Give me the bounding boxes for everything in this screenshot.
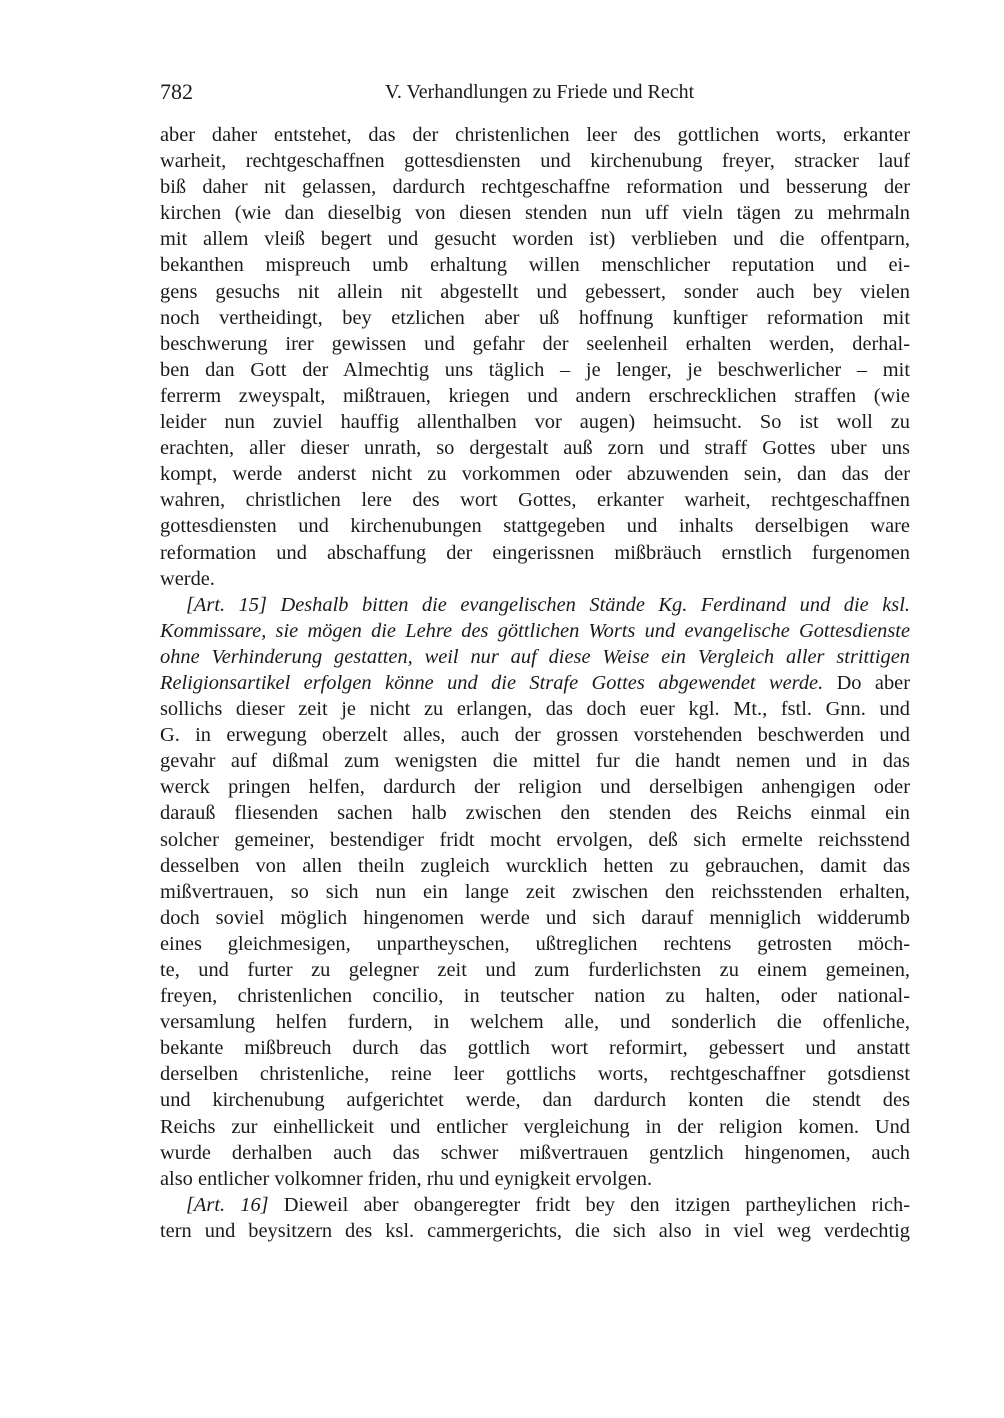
text-segment: gevahr auf dißmal zum wenigsten die mittel fur die handt nemen und in das — [160, 750, 910, 773]
text-segment: werde. — [160, 567, 215, 590]
text-line — [160, 305, 910, 331]
text-line — [160, 540, 910, 566]
text-line — [160, 226, 910, 252]
text-line — [160, 279, 910, 305]
text-line — [160, 800, 910, 826]
text-line — [160, 670, 910, 696]
text-segment: wahren, christlichen lere des wort Gottes, erkanter warheit, rechtgeschaffnen — [160, 489, 910, 512]
text-line — [160, 1035, 910, 1061]
text-segment: warheit, rechtgeschaffnen gottesdiensten und kirchenubung freyer, stracker lauf — [160, 150, 910, 173]
text-line — [160, 1140, 910, 1166]
text-line — [160, 357, 910, 383]
text-segment: tern und beysitzern des ksl. cammergerichts, die sich also in viel weg verdechtig — [160, 1219, 910, 1242]
text-line — [160, 827, 910, 853]
text-line — [160, 905, 910, 931]
body-text — [160, 122, 910, 1244]
text-line — [160, 122, 910, 148]
text-segment: Do aber — [823, 671, 910, 694]
text-segment: beschwerung irer gewissen und gefahr der seelenheil erhalten werden, derhal- — [160, 332, 910, 355]
text-line — [160, 487, 910, 513]
text-line — [160, 566, 910, 592]
text-line — [160, 931, 910, 957]
text-line — [160, 331, 910, 357]
text-segment: doch soviel möglich hingenomen werde und sich darauf menniglich widderumb — [160, 906, 910, 929]
text-line — [160, 435, 910, 461]
text-segment: wurde derhalben auch das schwer mißvertrauen gentzlich hingenomen, auch — [160, 1141, 910, 1164]
text-line — [160, 592, 910, 618]
text-line — [160, 853, 910, 879]
text-segment: eines gleichmesigen, unpartheyschen, ußtreglichen rechtens getrosten möch- — [160, 932, 910, 955]
text-segment: Reichs zur einhellickeit und entlicher vergleichung in der religion komen. Und — [160, 1115, 910, 1138]
text-segment: und kirchenubung aufgerichtet werde, dan dardurch konten die stendt des — [160, 1089, 910, 1112]
text-line — [160, 200, 910, 226]
italic-text-segment: Kommissare, sie mögen die Lehre des göttlichen Worts und evangelische Gottesdienste — [160, 619, 910, 642]
text-segment: derselben christenliche, reine leer gottlichs worts, rechtgeschaffner gotsdienst — [160, 1063, 910, 1086]
text-line — [160, 409, 910, 435]
text-segment: mit allem vleiß begert und gesucht worden ist) verblieben und die offentparn, — [160, 228, 910, 251]
text-segment: freyen, christenlichen concilio, in teutscher nation zu halten, oder national- — [160, 985, 910, 1008]
text-line — [160, 383, 910, 409]
text-line — [160, 252, 910, 278]
text-line — [160, 174, 910, 200]
text-line — [160, 957, 910, 983]
text-line — [160, 774, 910, 800]
text-segment: darauß fliesenden sachen halb zwischen den stenden des Reichs einmal ein — [160, 802, 910, 825]
text-segment: desselben von allen theiln zugleich wurcklich hetten zu gebrauchen, damit das — [160, 854, 910, 877]
text-line — [160, 983, 910, 1009]
text-line — [160, 1009, 910, 1035]
italic-text-segment: [Art. 16] — [186, 1193, 269, 1216]
italic-text-segment: [Art. 15] Deshalb bitten die evangelischen Stände Kg. Ferdinand und die ksl. — [186, 593, 910, 616]
text-segment: Dieweil aber obangeregter fridt bey den itzigen partheylichen rich- — [268, 1193, 910, 1216]
text-segment: gens gesuchs nit allein nit abgestellt und gebessert, sonder auch bey vielen — [160, 280, 910, 303]
text-segment: versamlung helfen furdern, in welchem alle, und sonderlich die offenliche, — [160, 1011, 910, 1034]
text-segment: te, und furter zu gelegner zeit und zum furderlichsten zu einem gemeinen, — [160, 959, 910, 981]
text-segment: sollichs dieser zeit je nicht zu erlangen, das doch euer kgl. Mt., fstl. Gnn. und — [160, 698, 910, 721]
text-line — [160, 748, 910, 774]
text-line — [160, 1192, 910, 1218]
text-segment: reformation und abschaffung der eingerissnen mißbräuch ernstlich furgenomen — [160, 541, 910, 564]
text-segment: ferrerm zweyspalt, mißtrauen, kriegen und andern erschrecklichen straffen (wie — [160, 384, 910, 407]
text-line — [160, 644, 910, 670]
text-line — [160, 879, 910, 905]
text-line — [160, 696, 910, 722]
text-line — [160, 1218, 910, 1244]
text-segment: aber daher entstehet, das der christenlichen leer des gottlichen worts, erkanter — [160, 124, 910, 146]
text-line — [160, 1061, 910, 1087]
text-segment: noch vertheidingt, bey etzlichen aber uß hoffnung kunftiger reformation mit — [160, 306, 910, 329]
text-segment: leider nun zuviel hauffig allenthalben vor augen) heimsucht. So ist woll zu — [160, 411, 910, 434]
text-line — [160, 148, 910, 174]
italic-text-segment: Religionsartikel erfolgen könne und die Strafe Gottes abgewendet werde. — [160, 671, 824, 694]
text-line — [160, 461, 910, 487]
text-line — [160, 722, 910, 748]
page-number: 782 — [160, 79, 193, 104]
running-head: V. Verhandlungen zu Friede und Recht — [385, 81, 695, 103]
text-segment: ben dan Gott der Almechtig uns täglich – je lenger, je beschwerlicher – mit — [160, 358, 910, 381]
text-segment: erachten, aller dieser unrath, so dergestalt auß zorn und straff Gottes uber uns — [160, 437, 910, 460]
text-line — [160, 1087, 910, 1113]
text-line — [160, 618, 910, 644]
text-segment: bekanthen mispreuch umb erhaltung willen menschlicher reputation und ei- — [160, 254, 910, 277]
text-segment: G. in erwegung oberzelt alles, auch der grossen vorstehenden beschwerden und — [160, 724, 910, 747]
text-segment: solcher gemeiner, bestendiger fridt mocht ervolgen, deß sich ermelte reichsstend — [160, 828, 910, 851]
text-segment: gottesdiensten und kirchenubungen stattgegeben und inhalts derselbigen ware — [160, 515, 910, 538]
text-segment: kompt, werde anderst nicht zu vorkommen oder abzuwenden sein, dan das der — [160, 463, 910, 486]
text-segment: bekante mißbreuch durch das gottlich wort reformirt, gebessert und anstatt — [160, 1037, 910, 1060]
text-segment: mißvertrauen, so sich nun ein lange zeit zwischen den reichsstenden erhalten, — [160, 880, 910, 903]
italic-text-segment: ohne Verhinderung gestatten, weil nur auf diese Weise ein Vergleich aller strittigen — [160, 645, 910, 668]
text-line — [160, 513, 910, 539]
text-segment: biß daher nit gelassen, dardurch rechtgeschaffne reformation und besserung der — [160, 176, 910, 199]
text-segment: also entlicher volkomner friden, rhu und eynigkeit ervolgen. — [160, 1167, 653, 1190]
text-segment: kirchen (wie dan dieselbig von diesen stenden nun uff vieln tägen zu mehrmaln — [160, 202, 910, 225]
text-segment: werck pringen helfen, dardurch der religion und derselbigen anhengigen oder — [160, 776, 910, 799]
text-line — [160, 1166, 910, 1192]
text-line — [160, 1114, 910, 1140]
